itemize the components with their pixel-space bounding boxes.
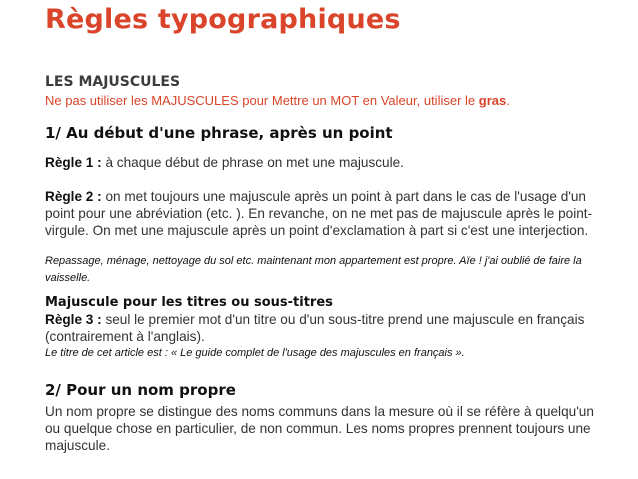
page-title: Règles typographiques: [45, 4, 401, 35]
rule3-text: seul le premier mot d'un titre ou d'un sous-titre prend une majuscule en français (contrairement à l'anglais).: [45, 312, 585, 344]
rule1-paragraph: [45, 154, 605, 171]
rule3-paragraph: [45, 311, 605, 345]
titles-subheading: Majuscule pour les titres ou sous-titres: [45, 295, 333, 310]
section2-heading: 2/ Pour un nom propre: [45, 381, 236, 399]
rule3-example: Le titre de cet article est : « Le guide complet de l'usage des majuscules en français ».: [45, 347, 465, 359]
section2-paragraph: Un nom propre se distingue des noms communs dans la mesure où il se réfère à quelqu'un ou quelque chose en particulier, de non commun. Les noms propres prennent toujours une majuscule.: [45, 404, 594, 453]
note-bold-word: gras: [478, 93, 507, 108]
section1-heading: 1/ Au début d'une phrase, après un point: [45, 124, 393, 142]
rule1-text: à chaque début de phrase on met une majuscule.: [101, 155, 404, 170]
rule2-text: on met toujours une majuscule après un point à part dans le cas de l'usage d'un point pour une abréviation (etc. ). En revanche, on ne met pas de majuscule après le point-virgule. On met une majuscule après un point d'exclamation à part si c'est une interjection.: [45, 189, 593, 238]
rule2-paragraph: [45, 188, 605, 239]
majuscules-heading: LES MAJUSCULES: [45, 74, 181, 90]
note-end: .: [506, 93, 510, 108]
rule2-label: Règle 2 :: [45, 189, 102, 204]
note-text: Ne pas utiliser les MAJUSCULES pour Mettre un MOT en Valeur, utiliser le: [45, 93, 479, 108]
rule2-example: Repassage, ménage, nettoyage du sol etc. maintenant mon appartement est propre. Aïe ! j'ai oublié de faire la vaisselle.: [45, 255, 582, 284]
majuscules-note: [45, 93, 510, 108]
rule3-label: Règle 3 :: [45, 312, 102, 327]
rule1-label: Règle 1 :: [45, 155, 102, 170]
